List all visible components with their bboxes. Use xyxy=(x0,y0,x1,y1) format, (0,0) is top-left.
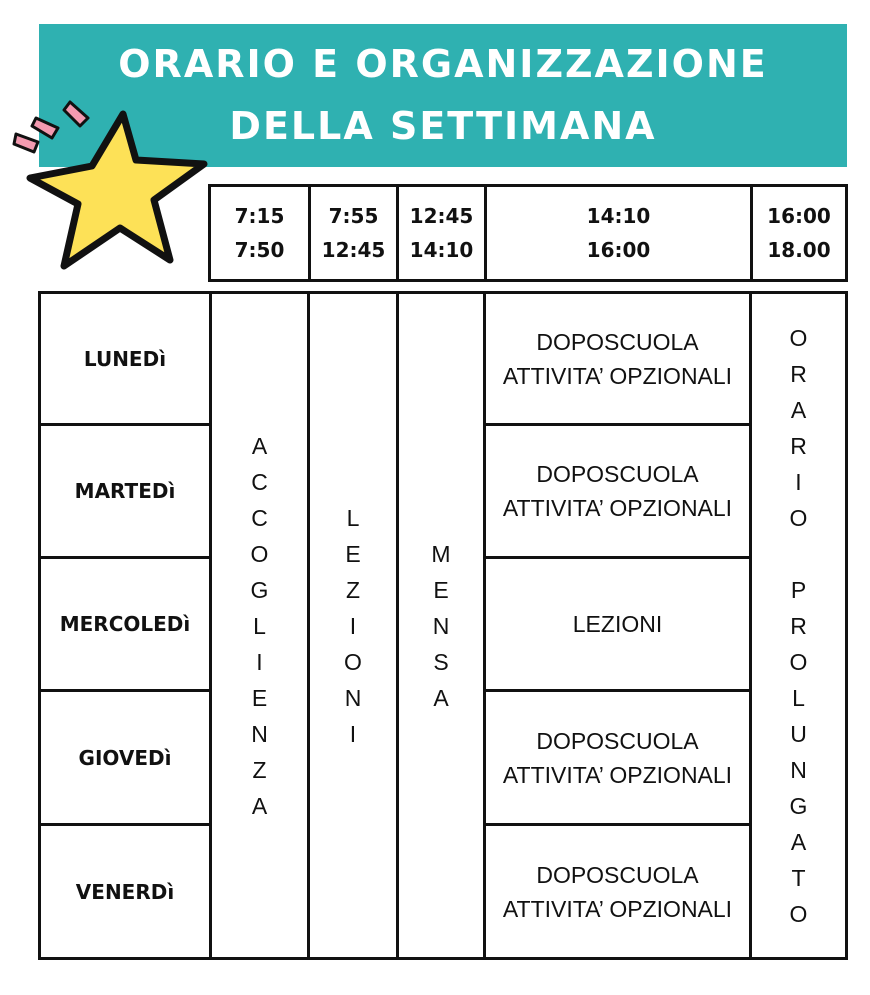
vertical-letter: A xyxy=(433,684,449,711)
activity-wednesday: LEZIONI xyxy=(572,611,663,637)
vertical-letter: E xyxy=(433,576,449,603)
vertical-letter: G xyxy=(250,576,269,603)
vertical-letter: S xyxy=(433,648,449,675)
time-slot-5: 16:00 18.00 xyxy=(767,204,831,262)
vertical-letter: O xyxy=(789,324,808,351)
vertical-letter: R xyxy=(790,612,807,639)
vertical-letter: A xyxy=(251,432,268,459)
time-slot-4: 14:10 16:00 xyxy=(586,204,651,262)
activity-thursday: DOPOSCUOLA ATTIVITA’ OPZIONALI xyxy=(502,727,733,788)
vertical-letter: E xyxy=(345,540,361,567)
activity-friday: DOPOSCUOLA ATTIVITA’ OPZIONALI xyxy=(502,861,733,922)
page-title-line-2: DELLA SETTIMANA xyxy=(229,104,657,148)
activity-tuesday: DOPOSCUOLA ATTIVITA’ OPZIONALI xyxy=(502,461,733,521)
vertical-letter: I xyxy=(795,468,802,495)
vertical-letter: C xyxy=(251,504,268,531)
time-slot-3: 12:45 14:10 xyxy=(409,204,474,262)
vertical-letter: A xyxy=(790,828,807,855)
vertical-letter: T xyxy=(791,864,806,891)
vertical-letter: L xyxy=(792,684,805,711)
vertical-letter: G xyxy=(789,792,808,819)
day-thursday: GIOVEDì xyxy=(78,745,172,770)
day-tuesday: MARTEDì xyxy=(74,479,176,503)
page-title-line-1: ORARIO E ORGANIZZAZIONE xyxy=(118,42,768,86)
day-friday: VENERDì xyxy=(75,879,175,904)
vertical-letter: N xyxy=(344,684,362,711)
vertical-letter: O xyxy=(789,648,808,675)
mensa-column xyxy=(399,294,483,957)
vertical-letter: N xyxy=(790,756,807,783)
vertical-letter: A xyxy=(790,396,807,423)
vertical-letter: I xyxy=(349,612,357,639)
vertical-letter: E xyxy=(251,684,268,711)
orario-prolungato-column xyxy=(752,294,845,957)
vertical-letter: O xyxy=(250,540,269,567)
lezioni-column xyxy=(310,294,396,957)
vertical-letter: U xyxy=(790,720,807,747)
vertical-letter: Z xyxy=(252,756,267,783)
vertical-letter: N xyxy=(432,612,450,639)
vertical-letter: P xyxy=(790,576,807,603)
star-icon xyxy=(8,92,218,282)
vertical-letter: C xyxy=(251,468,268,495)
vertical-letter: I xyxy=(349,720,357,747)
vertical-letter: L xyxy=(346,504,360,531)
vertical-letter: A xyxy=(251,792,268,819)
vertical-letter xyxy=(795,536,801,572)
day-monday: LUNEDì xyxy=(83,346,167,371)
vertical-letter: N xyxy=(251,720,268,747)
vertical-letter: Z xyxy=(345,576,361,603)
vertical-letter: O xyxy=(344,648,362,675)
vertical-letter: R xyxy=(790,360,807,387)
vertical-letter: L xyxy=(253,612,266,639)
vertical-letter: I xyxy=(256,648,263,675)
vertical-letter: M xyxy=(431,540,451,567)
time-slot-2: 7:55 12:45 xyxy=(321,204,386,262)
day-wednesday: MERCOLEDì xyxy=(59,612,191,636)
vertical-letter: O xyxy=(789,900,808,927)
time-slot-1: 7:15 7:50 xyxy=(234,204,285,262)
accoglienza-column xyxy=(212,294,307,957)
vertical-letter: O xyxy=(789,504,808,531)
activity-monday: DOPOSCUOLA ATTIVITA’ OPZIONALI xyxy=(502,328,733,389)
vertical-letter: R xyxy=(790,432,807,459)
